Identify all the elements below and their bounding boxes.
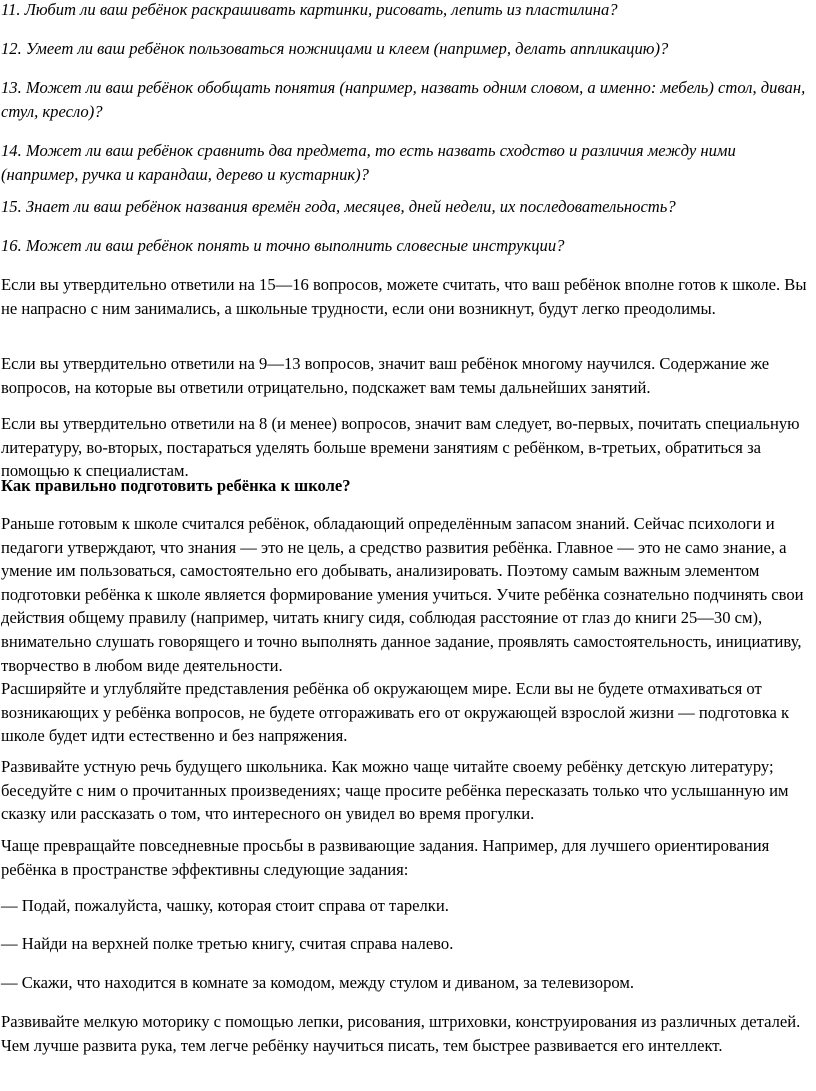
task-item: — Скажи, что находится в комнате за комодом, между стулом и диваном, за телевизором.: [1, 973, 634, 992]
question-16: 16. Может ли ваш ребёнок понять и точно выполнить словесные инструкции?: [1, 236, 565, 255]
result-paragraph-high: Если вы утвердительно ответили на 15—16 вопросов, можете считать, что ваш ребёнок вполне готов к школе. Вы не напрасно с ним занимались, а школьные трудности, если они возникнут, будут легко преодолимы.: [1, 275, 807, 318]
question-11: 11. Любит ли ваш ребёнок раскрашивать картинки, рисовать, лепить из пластилина?: [1, 0, 618, 19]
task-item: — Найди на верхней полке третью книгу, считая справа налево.: [1, 934, 454, 953]
question-12: 12. Умеет ли ваш ребёнок пользоваться ножницами и клеем (например, делать аппликацию)?: [1, 39, 669, 58]
question-13: 13. Может ли ваш ребёнок обобщать понятия (например, назвать одним словом, а именно: мебель) стол, диван, стул, кресло)?: [1, 78, 806, 121]
body-paragraph: Чаще превращайте повседневные просьбы в развивающие задания. Например, для лучшего ориентирования ребёнка в пространстве эффективны следующие задания:: [1, 836, 770, 879]
result-paragraph-medium: Если вы утвердительно ответили на 9—13 вопросов, значит ваш ребёнок многому научился. Содержание же вопросов, на которые вы ответили отрицательно, подскажет вам темы дальнейших занятий.: [1, 354, 770, 397]
task-item: — Подай, пожалуйста, чашку, которая стоит справа от тарелки.: [1, 896, 449, 915]
body-paragraph: Расширяйте и углубляйте представления ребёнка об окружающем мире. Если вы не будете отмахиваться от возникающих у ребёнка вопросов, не будете отгораживать его от окружающей взрослой жизни — подготовка к школе будет идти естественно и без напряжения.: [1, 679, 790, 746]
section-heading: Как правильно подготовить ребёнка к школе?: [1, 476, 351, 495]
body-paragraph: Раньше готовым к школе считался ребёнок, обладающий определённым запасом знаний. Сейчас психологи и педагоги утверждают, что знания — это не цель, а средство развития ребёнка. Главное — это не само знание, а умение им пользоваться, самостоятельно его добывать, анализировать. Поэтому самым важным элементом подготовки ребёнка к школе является формирование умения учиться. Учите ребёнка сознательно подчинять свои действия общему правилу (например, читать книгу сидя, соблюдая расстояние от глаз до книги 25—30 см), внимательно слушать говорящего и точно выполнять данное задание, проявлять самостоятельность, инициативу, творчество в любом виде деятельности.: [1, 514, 804, 675]
body-paragraph: Развивайте устную речь будущего школьника. Как можно чаще читайте своему ребёнку детскую литературу; беседуйте с ним о прочитанных произведениях; чаще просите ребёнка пересказать только что услышанную им сказку или рассказать о том, что интересного он увидел во время прогулки.: [1, 757, 789, 824]
question-15: 15. Знает ли ваш ребёнок названия времён года, месяцев, дней недели, их последовательность?: [1, 197, 676, 216]
closing-paragraph: Развивайте мелкую моторику с помощью лепки, рисования, штриховки, конструирования из различных деталей. Чем лучше развита рука, тем легче ребёнку научиться писать, тем быстрее развивается его интеллект.: [1, 1012, 801, 1055]
question-14: 14. Может ли ваш ребёнок сравнить два предмета, то есть назвать сходство и различия между ними (например, ручка и карандаш, дерево и кустарник)?: [1, 141, 736, 184]
result-paragraph-low: Если вы утвердительно ответили на 8 (и менее) вопросов, значит вам следует, во-первых, почитать специальную литературу, во-вторых, постараться уделять больше времени занятиям с ребёнком, в-третьих, обратиться за помощью к специалистам.: [1, 414, 800, 481]
